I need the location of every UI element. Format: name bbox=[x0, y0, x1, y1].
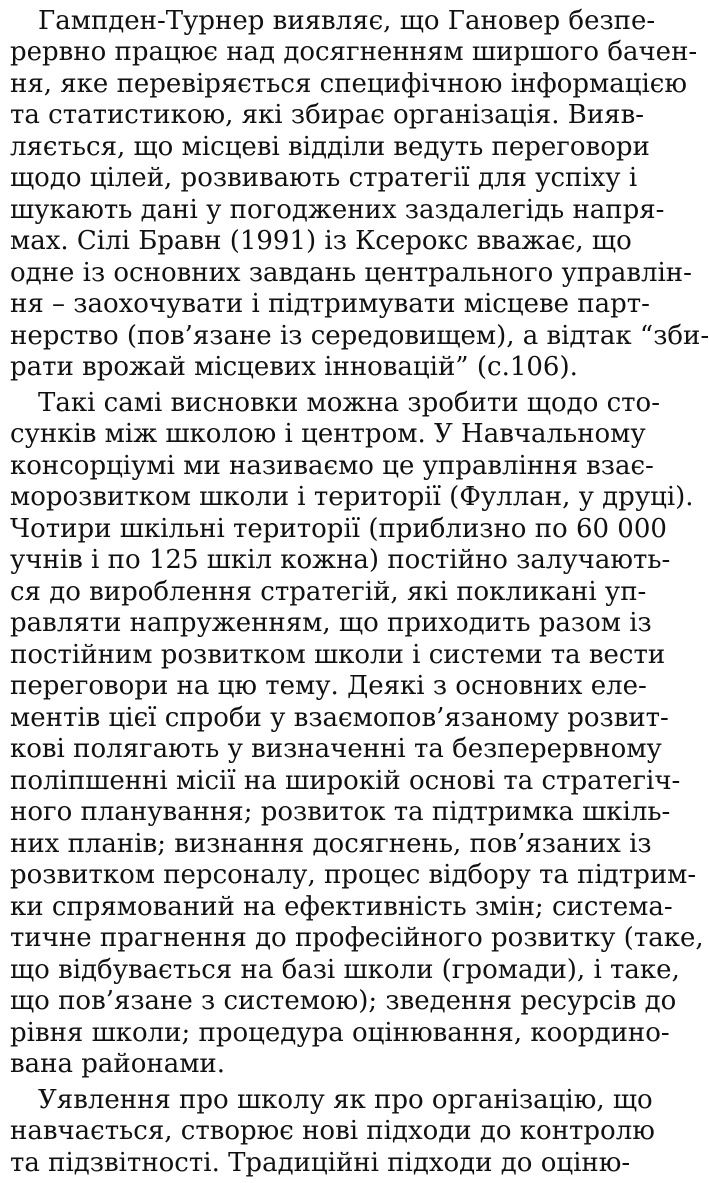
text-line: учнів і по 125 шкіл кожна) постійно залучають- bbox=[10, 545, 671, 575]
text-line: рервно працює над досягненням ширшого бачен- bbox=[10, 37, 698, 67]
text-line: них планів; визнання досягнень, пов’язаних із bbox=[10, 829, 652, 859]
text-line: рівня школи; процедура оцінювання, координо- bbox=[10, 1018, 670, 1048]
text-line: мах. Сілі Бравн (1991) із Ксерокс вважає, що bbox=[10, 226, 632, 256]
text-line: тичне прагнення до професійного розвитку (таке, bbox=[10, 923, 704, 953]
text-line: равляти напруженням, що приходить разом із bbox=[10, 608, 652, 638]
text-line: нерство (пов’язане із середовищем), а відтак “зби- bbox=[10, 321, 709, 351]
text-line: постійним розвитком школи і системи та вести bbox=[10, 640, 666, 670]
text-line: ного планування; розвиток та підтримка шкіль- bbox=[10, 797, 671, 827]
text-line: ня, яке перевіряється специфічною інформацією bbox=[10, 69, 687, 99]
text-line: консорціумі ми називаємо це управління взає- bbox=[10, 451, 654, 481]
text-line: вана районами. bbox=[10, 1049, 226, 1079]
text-line: Гампден-Турнер виявляє, що Гановер безпе- bbox=[38, 6, 656, 36]
text-line: та підзвітності. Традиційні підходи до оціню- bbox=[10, 1148, 631, 1178]
text-line: та статистикою, які збирає організація. Вияв- bbox=[10, 100, 644, 130]
text-line: сунків між школою і центром. У Навчальному bbox=[10, 419, 646, 449]
text-line: поліпшенні місії на широкій основі та стратегіч- bbox=[10, 766, 681, 796]
text-line: одне із основних завдань центрального управлін- bbox=[10, 258, 692, 288]
text-line: розвитком персоналу, процес відбору та підтрим- bbox=[10, 860, 697, 890]
text-line: ся до вироблення стратегій, які покликані уп- bbox=[10, 577, 647, 607]
text-line: щодо цілей, розвивають стратегії для успіху і bbox=[10, 163, 638, 193]
text-line: навчається, створює нові підходи до контролю bbox=[10, 1116, 655, 1146]
text-line: кові полягають у визначенні та безперервному bbox=[10, 734, 662, 764]
text-line: рати врожай місцевих інновацій” (с.106). bbox=[10, 352, 578, 382]
text-line: ки спрямований на ефективність змін; система- bbox=[10, 892, 673, 922]
text-line: Чотири шкільні території (приблизно по 60 000 bbox=[10, 514, 667, 544]
text-line: що пов’язане з системою); зведення ресурсів до bbox=[10, 986, 677, 1016]
text-line: що відбувається на базі школи (громади), і таке, bbox=[10, 955, 680, 985]
text-line: ляється, що місцеві відділи ведуть переговори bbox=[10, 132, 650, 162]
text-line: шукають дані у погоджених заздалегідь напря- bbox=[10, 195, 665, 225]
text-line: Такі самі висновки можна зробити щодо сто- bbox=[38, 388, 660, 418]
text-line: Уявлення про школу як про організацію, що bbox=[38, 1085, 653, 1115]
text-line: ня – заохочувати і підтримувати місцеве парт- bbox=[10, 289, 650, 319]
text-line: морозвитком школи і території (Фуллан, у друці). bbox=[10, 482, 694, 512]
text-line: переговори на цю тему. Деякі з основних еле- bbox=[10, 671, 647, 701]
text-line: ментів цієї спроби у взаємопов’язаному розвит- bbox=[10, 703, 669, 733]
